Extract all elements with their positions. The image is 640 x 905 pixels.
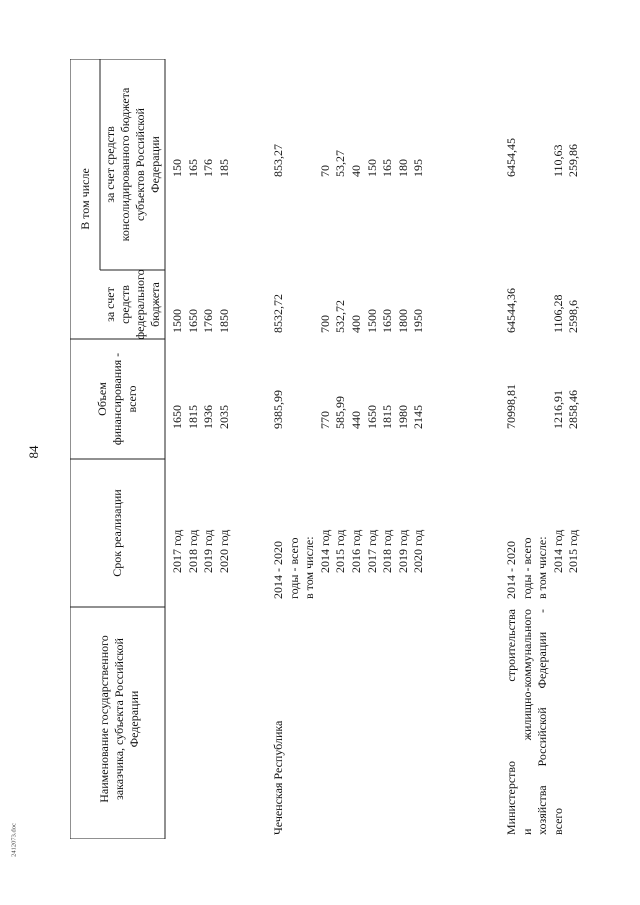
table-cell: 2020 год <box>411 529 426 573</box>
top-volume <box>170 405 232 429</box>
rotated-table-sheet <box>70 59 590 839</box>
table-cell: 2015 год <box>566 529 581 573</box>
chechnya-federal <box>271 294 427 333</box>
table-cell: 400 <box>348 315 363 333</box>
table-cell <box>302 144 318 177</box>
ministry-name-line: и жилищно-коммунального <box>519 609 534 835</box>
table-cell: в том числе: <box>535 536 550 599</box>
table-cell: 9385,99 <box>271 390 285 429</box>
table-cell <box>535 384 551 429</box>
table-cell: 1500 <box>364 309 379 333</box>
table-cell: 1650 <box>185 309 200 333</box>
table-cell: 40 <box>348 165 363 177</box>
table-cell: годы - всего <box>286 537 301 599</box>
top-regional <box>170 159 232 177</box>
table-cell: 165 <box>185 159 200 177</box>
table-cell: 150 <box>364 159 379 177</box>
top-years <box>170 530 232 573</box>
chechnya-regional <box>271 144 427 177</box>
table-cell: 185 <box>216 159 231 177</box>
page-number: 84 <box>26 445 41 459</box>
ministry-name <box>504 609 566 835</box>
table-cell: 2858,46 <box>566 390 581 429</box>
table-cell <box>287 390 303 429</box>
table-cell: 6454,45 <box>504 138 518 177</box>
top-federal <box>170 309 232 333</box>
table-cell: 8532,72 <box>271 294 285 333</box>
header-including: В том числе <box>77 168 92 230</box>
table-cell <box>302 390 318 429</box>
table-cell: 1650 <box>380 309 395 333</box>
ministry-regional <box>504 138 582 177</box>
table-cell: 1936 <box>201 405 216 429</box>
table-cell: 2014 - 2020 <box>504 541 518 599</box>
header-term: Срок реализации <box>110 489 124 577</box>
table-cell <box>287 294 303 333</box>
table-cell: 2017 год <box>364 529 379 573</box>
table-cell <box>520 288 536 333</box>
table-cell: 2018 год <box>185 529 200 573</box>
table-cell: 180 <box>395 159 410 177</box>
table-cell: 1650 <box>364 405 379 429</box>
table-cell: 70 <box>317 165 332 177</box>
table-cell: 1800 <box>395 309 410 333</box>
table-cell: в том числе: <box>302 536 317 599</box>
ministry-name-line: всего <box>550 807 565 835</box>
table-cell: 195 <box>411 159 426 177</box>
header-name: Наименование государственного заказчика, субъекта Российской Федерации <box>96 635 141 803</box>
table-cell: 2020 год <box>216 529 231 573</box>
table-cell: 2019 год <box>395 529 410 573</box>
table-cell <box>520 138 536 177</box>
table-cell: 2014 - 2020 <box>271 541 285 599</box>
table-cell: 2016 год <box>348 529 363 573</box>
table-cell: 2014 год <box>317 529 332 573</box>
header-federal: за счет средств федерального бюджета <box>102 269 162 340</box>
table-cell: 110,63 <box>550 144 565 177</box>
table-cell: 259,86 <box>566 144 581 177</box>
table-cell <box>302 294 318 333</box>
table-cell: 53,27 <box>333 150 348 177</box>
table-cell: 64544,36 <box>504 288 518 333</box>
table-cell: 1850 <box>216 309 231 333</box>
table-cell: 2145 <box>411 405 426 429</box>
table-cell <box>287 144 303 177</box>
table-cell: 2019 год <box>201 529 216 573</box>
table-cell: 1650 <box>170 405 184 429</box>
table-cell: 2014 год <box>550 529 565 573</box>
table-cell: 1950 <box>411 309 426 333</box>
header-regional: за счет средств консолидированного бюджета субъектов Российской Федерации <box>102 87 162 242</box>
ministry-years <box>504 530 582 599</box>
ministry-name-line: Министерство строительства <box>504 609 518 835</box>
table-cell <box>520 384 536 429</box>
table-cell <box>535 138 551 177</box>
table-cell: 2018 год <box>380 529 395 573</box>
ministry-volume <box>504 384 582 429</box>
chechnya-name: Чеченская Республика <box>271 720 285 835</box>
table-cell: 2015 год <box>333 529 348 573</box>
table-cell: 2035 <box>216 405 231 429</box>
header-volume: Объем финансирования - всего <box>95 352 139 446</box>
table-cell: 532,72 <box>333 300 348 333</box>
table-cell: годы - всего <box>519 537 534 599</box>
table-cell: 770 <box>317 411 332 429</box>
table-cell: 1980 <box>395 405 410 429</box>
table-cell: 853,27 <box>271 144 285 177</box>
table-cell: 440 <box>348 411 363 429</box>
table-cell: 1760 <box>201 309 216 333</box>
table-cell: 700 <box>317 315 332 333</box>
table-cell: 165 <box>380 159 395 177</box>
ministry-name-line: хозяйства Российской Федерации - <box>535 609 550 835</box>
table-cell: 150 <box>170 159 184 177</box>
table-cell: 1815 <box>380 405 395 429</box>
chechnya-volume <box>271 390 427 429</box>
table-cell: 176 <box>201 159 216 177</box>
table-cell <box>535 288 551 333</box>
footer-document-code: 2412073.doc <box>10 823 18 857</box>
ministry-federal <box>504 288 582 333</box>
table-cell: 585,99 <box>333 396 348 429</box>
table-cell: 1216,91 <box>550 390 565 429</box>
table-cell: 1815 <box>185 405 200 429</box>
chechnya-years <box>271 530 427 599</box>
table-cell: 2017 год <box>170 529 184 573</box>
table-cell: 2598,6 <box>566 300 581 333</box>
table-cell: 1106,28 <box>550 294 565 333</box>
table-cell: 70998,81 <box>504 384 518 429</box>
table-cell: 1500 <box>170 309 184 333</box>
